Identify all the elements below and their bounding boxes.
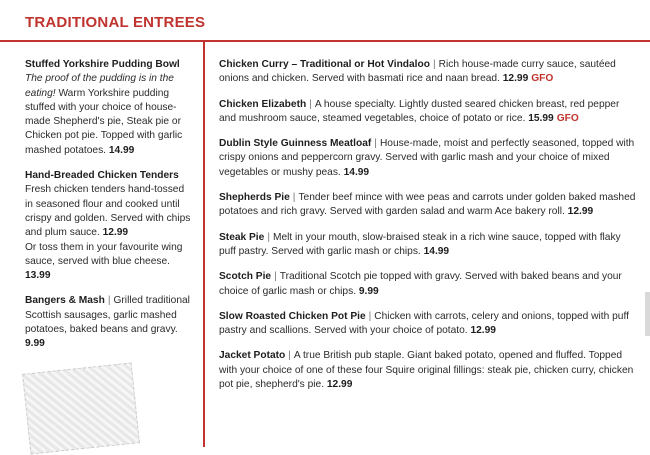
item-name: Steak Pie (219, 231, 265, 243)
item-description: Rich house-made curry sauce, sautéed onions and chicken. Served with basmati rice and naan bread. (219, 59, 616, 85)
item-name: Bangers & Mash (25, 295, 105, 307)
page-edge-tab (645, 292, 650, 336)
item-price: 12.99 (102, 227, 129, 239)
top-divider (0, 40, 650, 42)
menu-item-shepherds-pie (219, 191, 639, 220)
separator: | (288, 350, 291, 362)
item-name: Shepherds Pie (219, 192, 290, 204)
menu-item-chicken-elizabeth (219, 98, 639, 127)
item-description: Warm Yorkshire pudding stuffed with your choice of house-made Shepherd's pie, Steak pie or Chicken pot pie. Topped with garlic mashed potatoes. (25, 87, 183, 156)
item-description: A true British pub staple. Giant baked potato, opened and fluffed. Topped with your choice of one of these four Squire original fillings: steak pie, chicken curry, chicken pot pie, shepherd's pie. (219, 350, 634, 391)
menu-item-jacket-potato (219, 349, 639, 392)
section-title: TRADITIONAL ENTREES (25, 14, 206, 31)
menu-item-guinness-meatloaf (219, 137, 639, 180)
separator: | (309, 98, 312, 110)
item-description: Traditional Scotch pie topped with gravy. Served with baked beans and your choice of garlic mash or chips. (219, 271, 622, 297)
item-price: 14.99 (108, 144, 135, 156)
separator: | (267, 231, 270, 243)
separator: | (374, 138, 377, 150)
item-description: Melt in your mouth, slow-braised steak in a rich wine sauce, topped with flaky puff pastry. Served with garlic mash or chips. (219, 231, 621, 257)
menu-item-scotch-pie (219, 270, 639, 299)
postage-stamp-graphic (22, 362, 140, 454)
menu-item-chicken-curry (219, 58, 639, 87)
item-name: Slow Roasted Chicken Pot Pie (219, 310, 366, 322)
item-name: Scotch Pie (219, 271, 272, 283)
item-name: Dublin Style Guinness Meatloaf (219, 138, 372, 150)
item-description: Tender beef mince with wee peas and carrots under golden baked mashed potatoes and rich gravy. Served with garden salad and warm Ace bakery roll. (219, 192, 636, 218)
item-name: Hand-Breaded Chicken Tenders (25, 170, 179, 182)
menu-item-chicken-tenders (25, 169, 193, 283)
item-description: Chicken with carrots, celery and onions, topped with puff pastry and scallions. Served with your choice of potato. (219, 310, 629, 337)
item-name: Jacket Potato (219, 350, 286, 362)
menu-item-steak-pie (219, 231, 639, 260)
menu-item-chicken-pot-pie (219, 310, 639, 339)
item-price: 15.99 (528, 112, 554, 124)
item-description: A house specialty. Lightly dusted seared chicken breast, red pepper and mushroom sauce, steamed vegetables, choice of potato or rice. (219, 98, 620, 124)
item-name: Chicken Elizabeth (219, 98, 307, 110)
item-price: 12.99 (470, 325, 496, 337)
column-divider (203, 41, 205, 447)
gfo-badge: GFO (531, 73, 554, 85)
right-column (219, 58, 639, 403)
item-price: 12.99 (567, 206, 594, 218)
separator: | (432, 59, 436, 70)
item-alt-price: 13.99 (25, 270, 51, 282)
item-tagline: The proof of the pudding is in the eating! (25, 73, 174, 99)
item-name: Stuffed Yorkshire Pudding Bowl (25, 59, 180, 70)
item-alt-description: Or toss them in your favourite wing sauce, served with blue cheese. (25, 241, 183, 267)
item-price: 12.99 (502, 73, 529, 85)
item-price: 14.99 (423, 245, 450, 257)
gfo-badge: GFO (556, 112, 579, 124)
left-column (25, 58, 193, 363)
item-price: 14.99 (343, 166, 370, 178)
item-description: House-made, moist and perfectly seasoned, topped with crispy onions and peppercorn gravy. Served with garlic mash and your choice of mixed vegetables or mushy peas. (219, 138, 635, 178)
item-price: 9.99 (25, 338, 45, 350)
separator: | (368, 310, 372, 322)
separator: | (274, 271, 277, 283)
menu-item-yorkshire-pudding (25, 58, 193, 158)
item-description: Grilled traditional Scottish sausages, garlic mashed potatoes, baked beans and gravy. (25, 295, 190, 336)
item-price: 12.99 (326, 379, 353, 391)
menu-item-bangers-mash (25, 294, 193, 351)
item-name: Chicken Curry – Traditional or Hot Vindaloo (219, 59, 430, 70)
item-description: Fresh chicken tenders hand-tossed in seasoned flour and cooked until crispy and golden. Served with chips and plum sauce. (25, 184, 191, 239)
separator: | (107, 295, 111, 307)
separator: | (292, 192, 296, 204)
item-price: 9.99 (358, 285, 379, 297)
